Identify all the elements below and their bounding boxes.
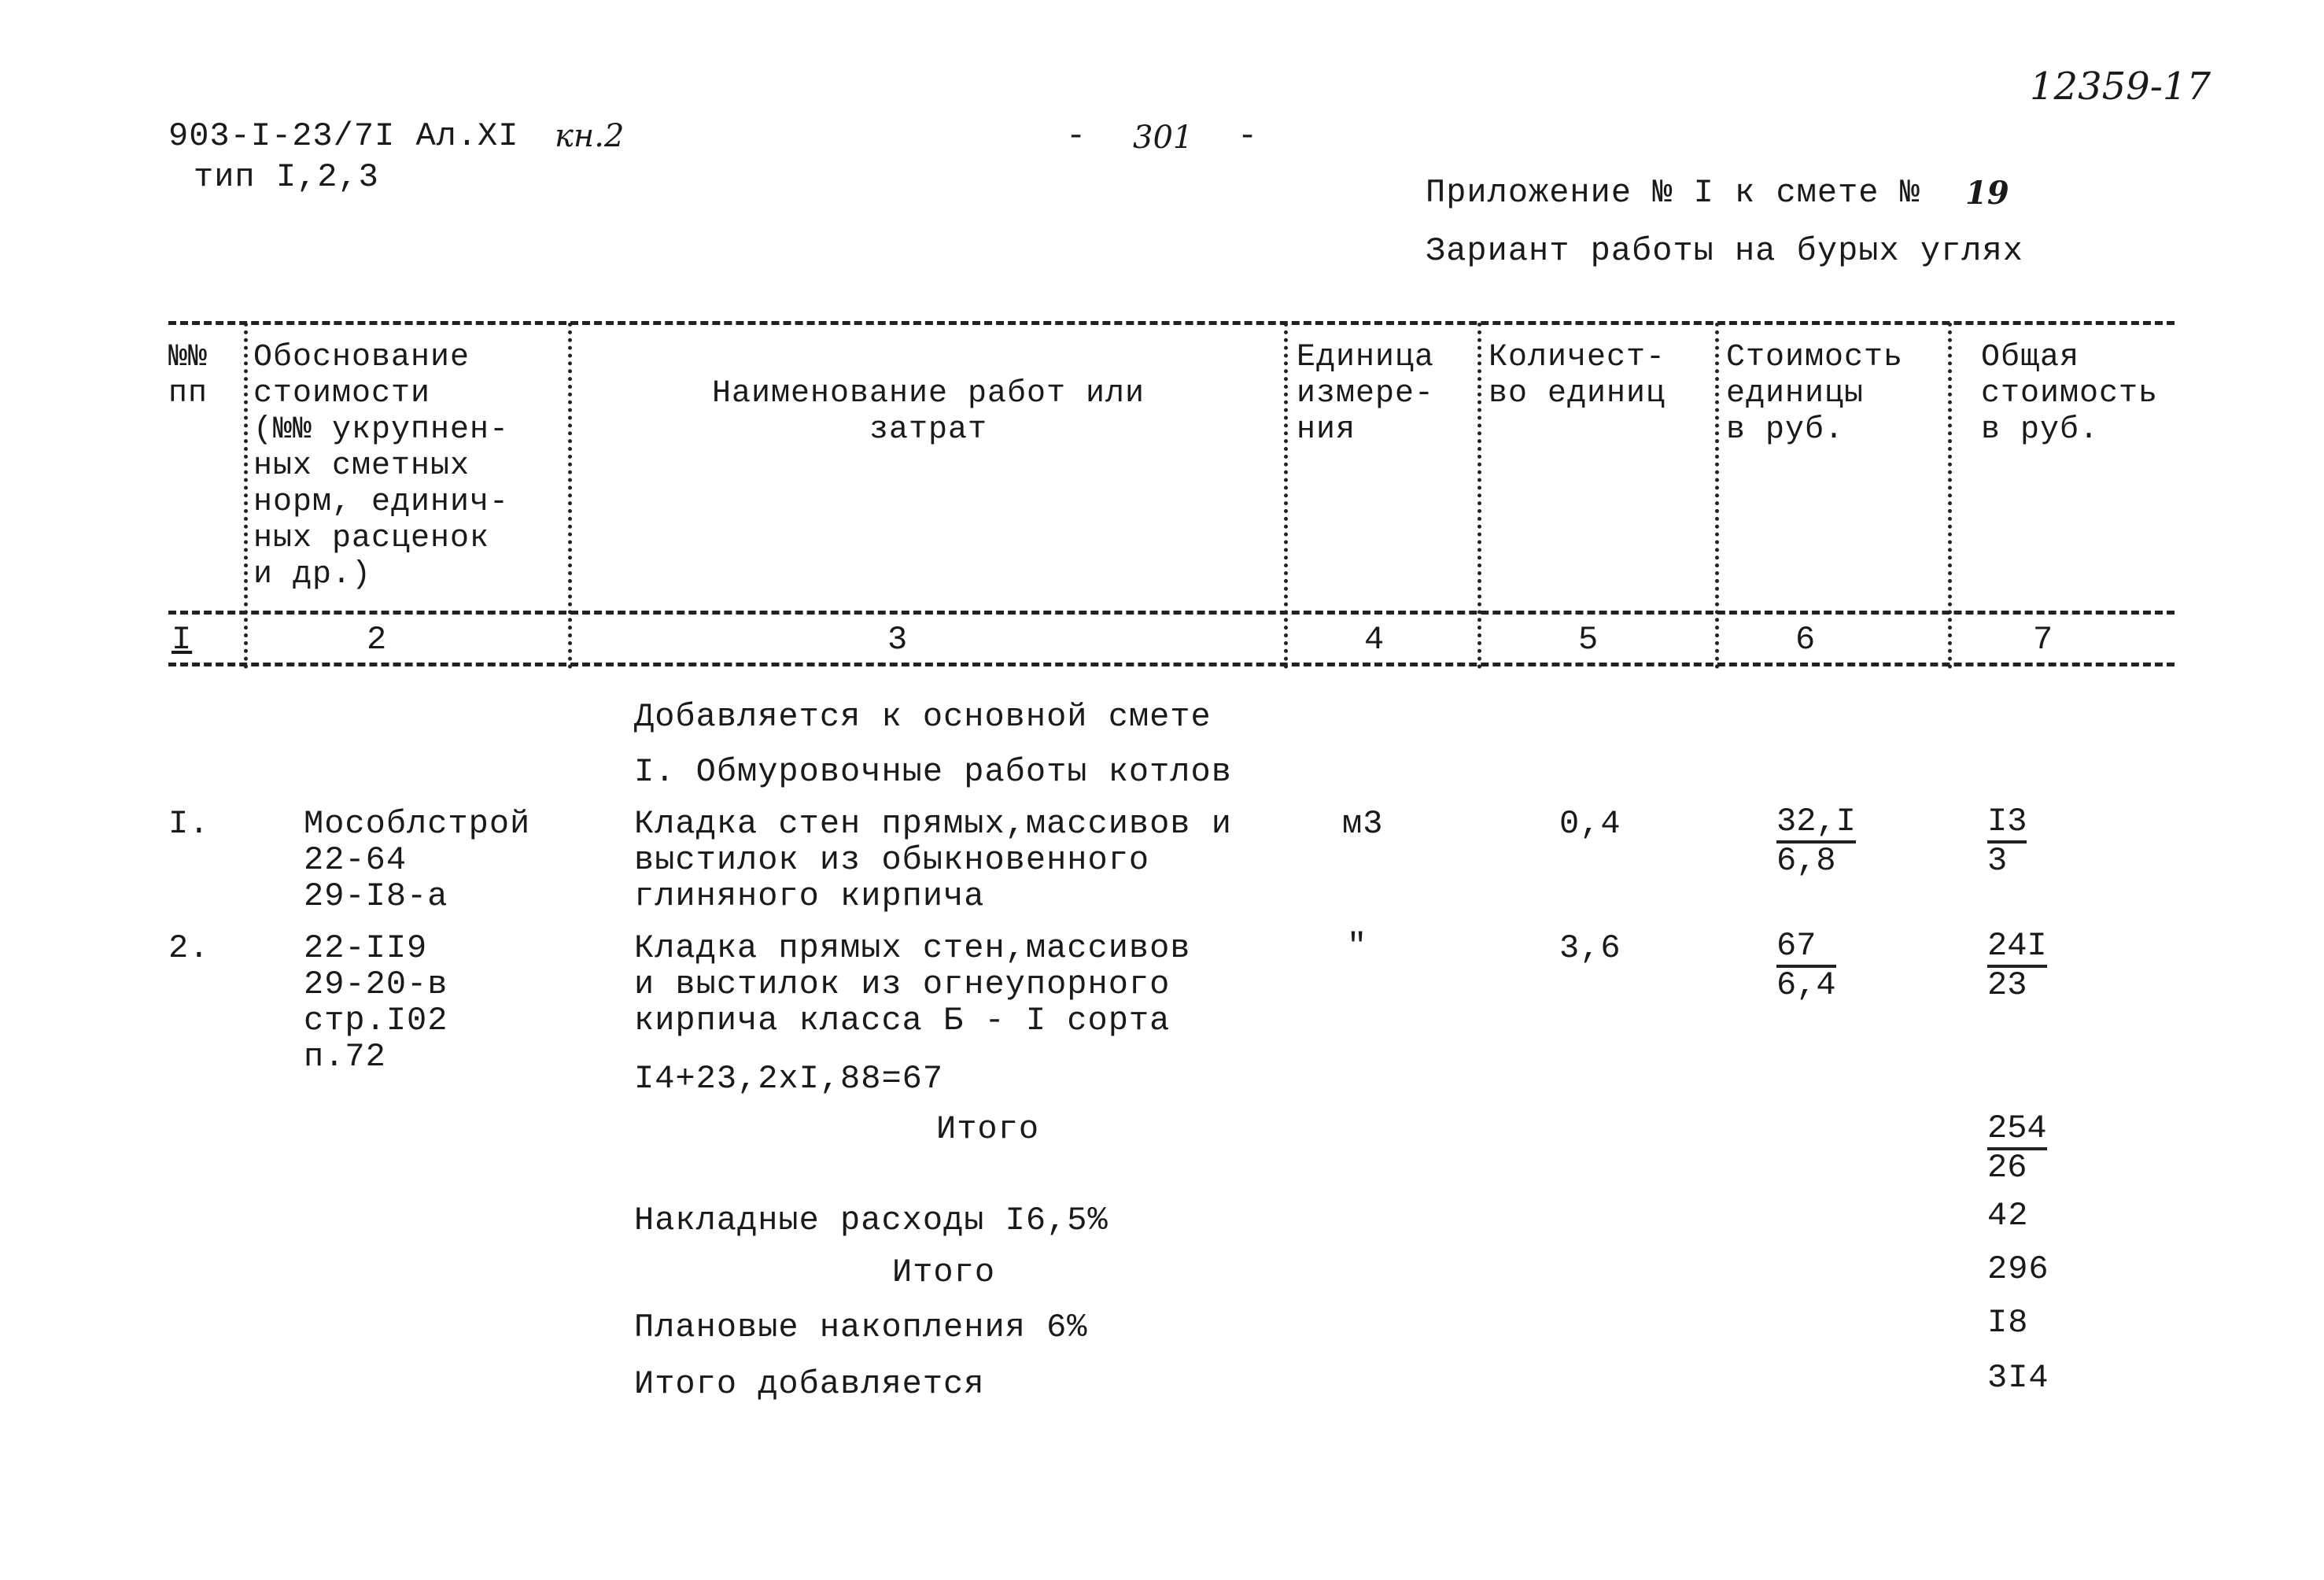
row-1-unit-cost-top: 32,I [1776, 804, 1856, 844]
document-type: тип I,2,3 [194, 158, 379, 196]
row-1-name: Кладка стен прямых,массивов и выстилок из обыкновенного глиняного кирпича [634, 805, 1232, 915]
row-1-qty: 0,4 [1559, 805, 1621, 843]
row-2-unit-cost-top: 67 [1776, 928, 1836, 968]
col-separator-6 [1948, 323, 1952, 669]
row-2-total [1987, 928, 2047, 1002]
table-header-rule [168, 611, 2175, 615]
col-number-2: 2 [367, 621, 388, 659]
col-number-1: I [172, 621, 193, 659]
total-added-label: Итого добавляется [634, 1365, 985, 1403]
col-number-3: 3 [887, 621, 909, 659]
itogo-2-value: 296 [1987, 1250, 2049, 1288]
itogo-1-label: Итого [936, 1110, 1040, 1148]
table-top-rule [168, 321, 2175, 325]
itogo-1-value [1987, 1111, 2047, 1185]
header-col-1: №№ пп [168, 340, 208, 412]
row-2-unit: " [1347, 928, 1368, 965]
row-1-number: I. [168, 805, 210, 843]
overhead-label: Накладные расходы I6,5% [634, 1202, 1109, 1239]
itogo-1-bottom: 26 [1987, 1149, 2027, 1187]
row-2-qty: 3,6 [1559, 929, 1621, 967]
formula: I4+23,2xI,88=67 [634, 1060, 944, 1098]
row-2-number: 2. [168, 929, 210, 967]
header-col-5: Количест- во единиц [1488, 340, 1666, 412]
row-2-total-top: 24I [1987, 928, 2047, 968]
header-col-3: Наименование работ или затрат [711, 376, 1145, 448]
row-1-total-top: I3 [1987, 804, 2027, 844]
col-separator-5 [1715, 323, 1719, 669]
row-2-unit-cost-bottom: 6,4 [1776, 966, 1836, 1004]
row-1-total [1987, 804, 2027, 878]
row-1-total-bottom: 3 [1987, 842, 2008, 880]
header-col-4: Единица измере- ния [1297, 340, 1435, 448]
itogo-1-top: 254 [1987, 1111, 2047, 1150]
col-number-6: 6 [1795, 621, 1817, 659]
overhead-value: 42 [1987, 1197, 2029, 1235]
row-1-unit: м3 [1342, 805, 1384, 843]
appendix-number: 19 [1965, 175, 2009, 212]
row-1-unit-cost [1776, 804, 1856, 878]
col-separator-3 [1284, 323, 1288, 669]
section-title: I. Обмуровочные работы котлов [634, 753, 1232, 791]
col-separator-2 [568, 323, 572, 669]
col-number-5: 5 [1578, 621, 1599, 659]
appendix-title: Приложение № I к смете № [1426, 174, 1920, 212]
header-col-2: Обоснование стоимости (№№ укрупнен- ных сметных норм, единич- ных расценок и др.) [253, 340, 510, 592]
page-number: 301 [1133, 120, 1193, 156]
page-number-dash-right: - [1238, 117, 1259, 155]
page-number-dash-left: - [1066, 117, 1087, 155]
intro-text: Добавляется к основной смете [634, 698, 1212, 736]
col-separator-1 [244, 323, 248, 669]
variant-title: Зариант работы на бурых углях [1426, 232, 2023, 270]
row-2-unit-cost [1776, 928, 1836, 1002]
planned-value: I8 [1987, 1304, 2029, 1342]
row-1-basis: Мособлстрой 22-64 29-I8-а [304, 805, 531, 915]
row-1-unit-cost-bottom: 6,8 [1776, 842, 1836, 880]
book-number: кн.2 [555, 118, 625, 154]
document-code: 903-I-23/7I Ал.XI [168, 117, 519, 155]
header-col-6: Стоимость единицы в руб. [1726, 340, 1904, 448]
table-colnum-rule [168, 663, 2175, 666]
col-number-7: 7 [2033, 621, 2054, 659]
archive-number: 12359-17 [2030, 65, 2211, 109]
row-2-total-bottom: 23 [1987, 966, 2027, 1004]
header-col-7: Общая стоимость в руб. [1981, 340, 2159, 448]
total-added-value: 3I4 [1987, 1359, 2049, 1397]
planned-label: Плановые накопления 6% [634, 1309, 1088, 1346]
itogo-2-label: Итого [892, 1253, 996, 1291]
col-number-4: 4 [1364, 621, 1385, 659]
col-separator-4 [1477, 323, 1481, 669]
row-2-name: Кладка прямых стен,массивов и выстилок из огнеупорного кирпича класса Б - I сорта [634, 929, 1191, 1039]
row-2-basis: 22-II9 29-20-в стр.I02 п.72 [304, 929, 448, 1076]
